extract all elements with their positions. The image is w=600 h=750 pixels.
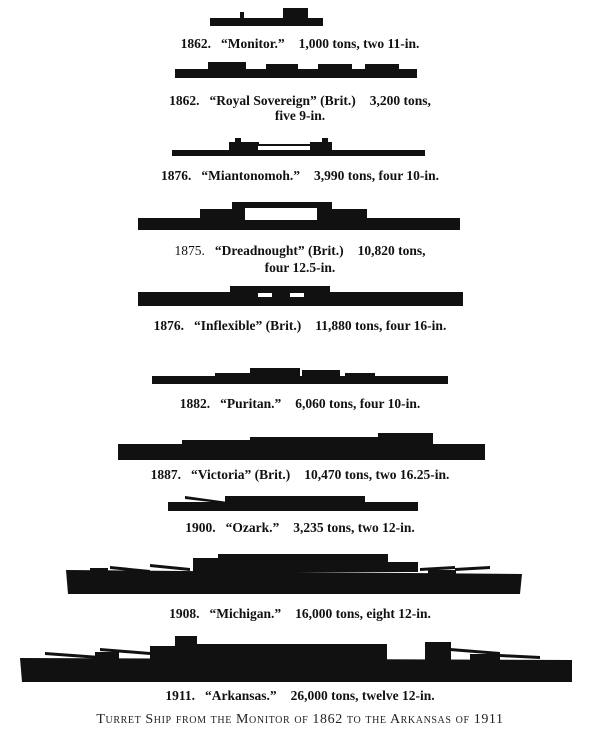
caption-name: “Inflexible” (Brit.) — [194, 318, 302, 333]
caption-ozark — [0, 520, 600, 535]
caption-details: 26,000 tons, twelve 12-in. — [290, 688, 435, 703]
michigan-silhouette — [0, 552, 600, 598]
caption-year: 1875. — [174, 243, 205, 258]
caption-name: “Dreadnought” (Brit.) — [214, 243, 344, 258]
caption-year: 1900. — [185, 520, 216, 535]
puritan-silhouette — [0, 362, 600, 388]
caption-details: four 12.5-in. — [264, 260, 336, 275]
caption-name: “Arkansas.” — [205, 688, 277, 703]
plate-caption: Turret Ship from the Monitor of 1862 to the Arkansas of 1911 — [96, 712, 504, 727]
caption-michigan — [0, 606, 600, 621]
caption-details: 16,000 tons, eight 12-in. — [295, 606, 431, 621]
caption-royal-sovereign-line2 — [0, 108, 600, 123]
caption-year: 1862. — [180, 36, 211, 51]
caption-details: 11,880 tons, four 16-in. — [315, 318, 447, 333]
caption-monitor — [0, 36, 600, 51]
caption-name: “Miantonomoh.” — [201, 168, 300, 183]
caption-year: 1911. — [165, 688, 195, 703]
caption-dreadnought-line2 — [0, 260, 600, 275]
caption-name: “Victoria” (Brit.) — [191, 467, 291, 482]
caption-details: 3,200 tons, — [369, 93, 431, 108]
caption-name: “Michigan.” — [209, 606, 282, 621]
caption-arkansas — [0, 688, 600, 703]
caption-miantonomoh — [0, 168, 600, 183]
caption-name: “Royal Sovereign” (Brit.) — [209, 93, 356, 108]
monitor-silhouette — [0, 6, 600, 28]
caption-year: 1876. — [153, 318, 185, 333]
caption-year: 1887. — [150, 467, 181, 482]
caption-details: five 9-in. — [274, 108, 326, 123]
caption-royal-sovereign — [0, 93, 600, 108]
caption-details: 1,000 tons, two 11-in. — [298, 36, 420, 51]
caption-year: 1882. — [179, 396, 211, 411]
caption-name: “Ozark.” — [225, 520, 280, 535]
royal-sovereign-silhouette — [0, 58, 600, 80]
caption-details: 10,820 tons, — [357, 243, 426, 258]
caption-victoria — [0, 467, 600, 482]
caption-dreadnought — [0, 243, 600, 258]
inflexible-silhouette — [0, 284, 600, 310]
caption-year: 1908. — [169, 606, 200, 621]
caption-details: 6,060 tons, four 10-in. — [295, 396, 421, 411]
dreadnought-silhouette — [0, 196, 600, 236]
miantonomoh-silhouette — [0, 136, 600, 160]
caption-details: 10,470 tons, two 16.25-in. — [304, 467, 450, 482]
caption-year: 1862. — [169, 93, 200, 108]
ozark-silhouette — [0, 492, 600, 516]
caption-name: “Puritan.” — [220, 396, 282, 411]
caption-year: 1876. — [160, 168, 192, 183]
caption-name: “Monitor.” — [220, 36, 285, 51]
victoria-silhouette — [0, 428, 600, 464]
arkansas-silhouette — [0, 632, 600, 684]
caption-inflexible — [0, 318, 600, 333]
caption-details: 3,235 tons, two 12-in. — [293, 520, 415, 535]
caption-puritan — [0, 396, 600, 411]
caption-details: 3,990 tons, four 10-in. — [314, 168, 440, 183]
